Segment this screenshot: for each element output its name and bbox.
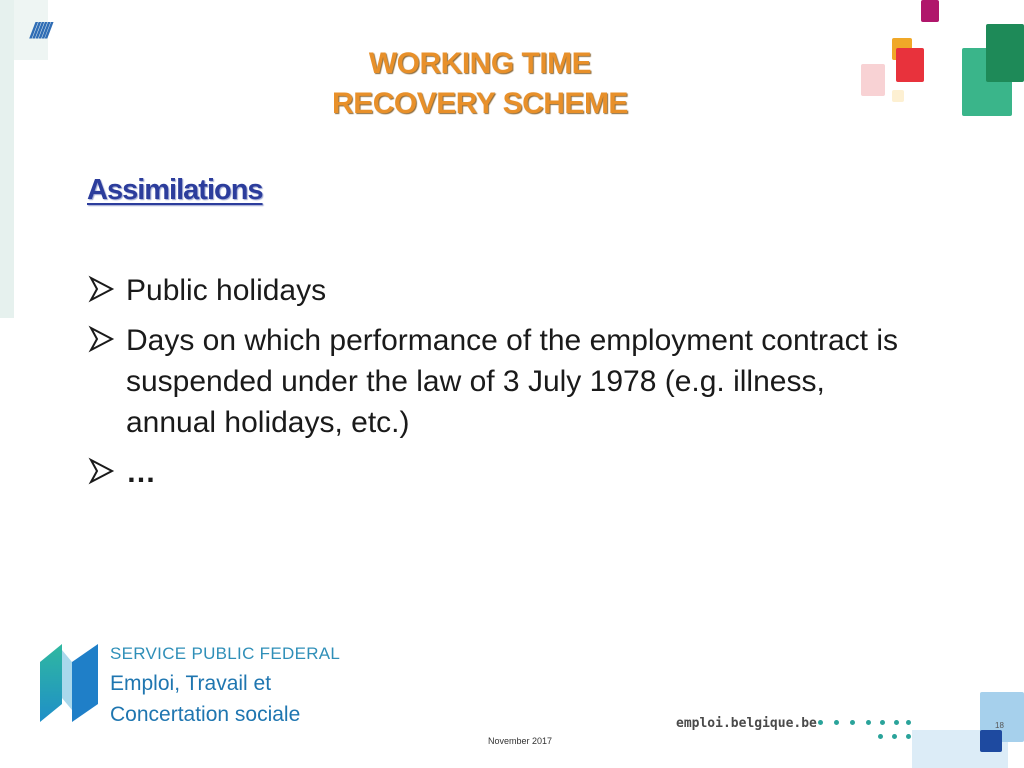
- logo-line-1: SERVICE PUBLIC FEDERAL: [110, 644, 341, 663]
- slashes-decoration-icon: //////: [30, 18, 49, 43]
- footer-date: November 2017: [488, 736, 553, 746]
- bullet-text: Public holidays: [126, 274, 327, 307]
- list-item: [88, 320, 908, 443]
- left-panel: [0, 0, 14, 318]
- title-line-1: WORKING TIME: [368, 47, 592, 80]
- arrowhead-bullet-icon: [88, 274, 116, 304]
- website-link[interactable]: emploi.belgique.be: [676, 716, 817, 731]
- bullet-text: Days on which performance of the employment contract is suspended under the law of 3 July 1978 (e.g. illness, annual holidays, etc.): [126, 324, 899, 439]
- arrowhead-bullet-icon: [88, 324, 116, 354]
- bullet-list: [88, 270, 908, 502]
- arrowhead-bullet-icon: [88, 456, 116, 486]
- bullet-text: …: [126, 456, 156, 489]
- list-item: [88, 270, 908, 311]
- fps-logo-icon: [38, 640, 100, 726]
- slide-title: [260, 44, 700, 124]
- logo-line-2: Emploi, Travail et: [110, 672, 272, 695]
- page-number: 18: [995, 721, 1004, 730]
- list-item: [88, 452, 908, 493]
- title-line-2: RECOVERY SCHEME: [332, 87, 628, 120]
- section-heading: Assimilations: [87, 174, 263, 206]
- logo-line-3: Concertation sociale: [110, 703, 301, 726]
